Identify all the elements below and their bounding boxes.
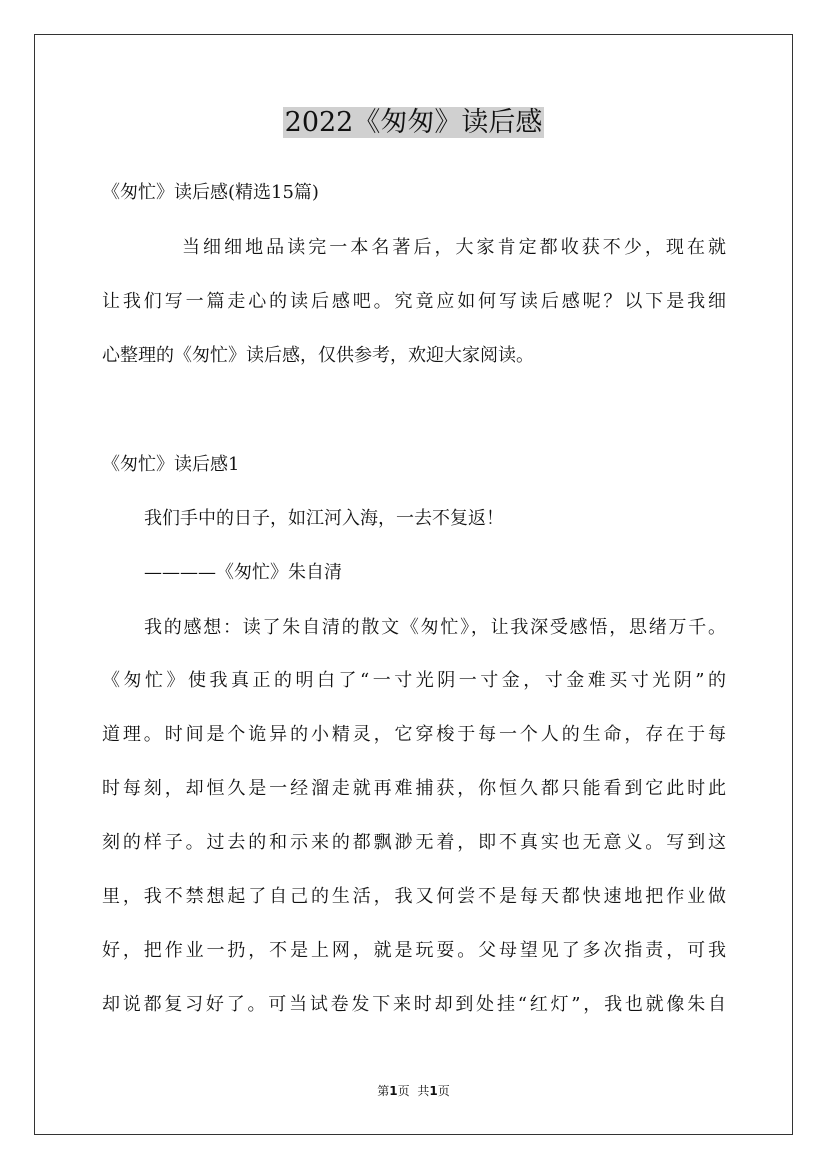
body-line-5: 刻的样子。过去的和示来的都飘渺无着，即不真实也无意义。写到这 — [102, 832, 726, 853]
total-pages: 1 — [429, 1084, 438, 1098]
body-line-3: 道理。时间是个诡异的小精灵，它穿梭于每一个人的生命，存在于每 — [102, 724, 726, 745]
body-line-8: 却说都复习好了。可当试卷发下来时却到处挂“红灯”，我也就像朱自 — [102, 994, 726, 1015]
body-line-6: 里，我不禁想起了自己的生活，我又何尝不是每天都快速地把作业做 — [102, 886, 726, 907]
page-prefix: 第 — [377, 1084, 390, 1098]
body-line-1: 我的感想：读了朱自清的散文《匆忙》，让我深受感悟，思绪万千。 — [144, 617, 726, 638]
subtitle: 《匆忙》读后感(精选15篇) — [102, 182, 319, 203]
section-heading: 《匆忙》读后感1 — [102, 454, 240, 475]
body-line-7: 好，把作业一扔，不是上网，就是玩耍。父母望见了多次指责，可我 — [102, 940, 726, 961]
intro-line-1: 当细细地品读完一本名著后，大家肯定都收获不少，现在就 — [182, 237, 726, 258]
body-line-2: 《匆忙》使我真正的明白了“一寸光阴一寸金，寸金难买寸光阴”的 — [102, 670, 726, 691]
quote-attribution: ————《匆忙》朱自清 — [144, 562, 342, 583]
document-title — [0, 101, 827, 145]
page-number: 1 — [389, 1084, 398, 1098]
intro-line-3: 心整理的《匆忙》读后感，仅供参考，欢迎大家阅读。 — [102, 345, 534, 366]
body-line-4: 时每刻，却恒久是一经溜走就再难捕获，你恒久都只能看到它此时此 — [102, 778, 726, 799]
intro-line-2: 让我们写一篇走心的读后感吧。究竟应如何写读后感呢？以下是我细 — [102, 291, 726, 312]
title-text: 2022《匆匆》读后感 — [284, 107, 543, 138]
total-suffix: 页 — [437, 1084, 450, 1098]
page-suffix: 页 — [397, 1084, 410, 1098]
quote-line: 我们手中的日子，如江河入海，一去不复返！ — [144, 508, 504, 529]
page-footer — [0, 1083, 827, 1099]
total-prefix: 共 — [417, 1084, 430, 1098]
